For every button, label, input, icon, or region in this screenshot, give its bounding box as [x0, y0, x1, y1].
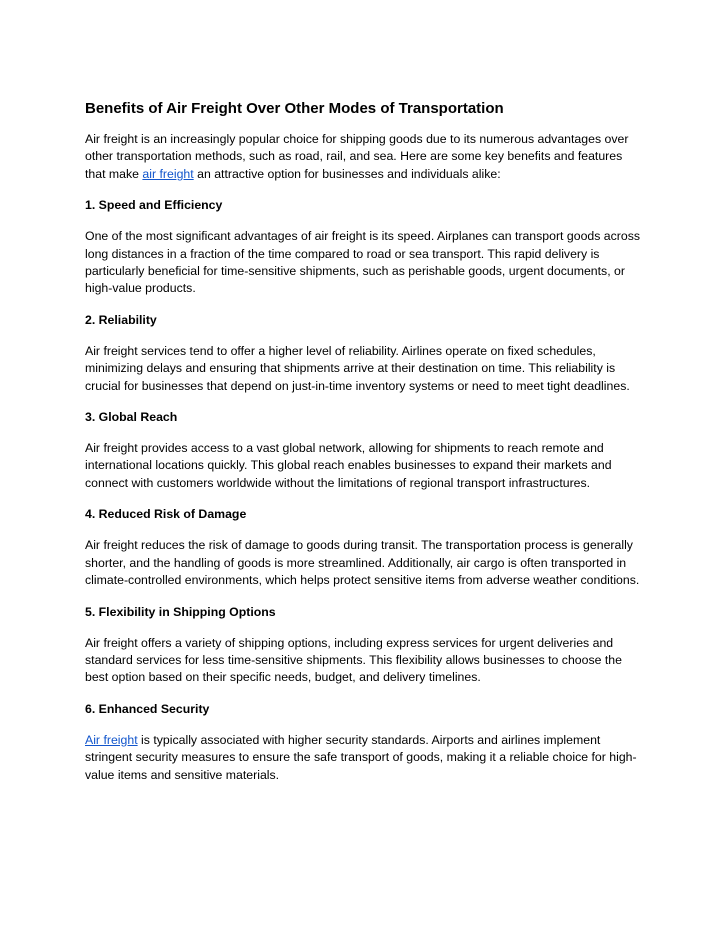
intro-text-end: an attractive option for businesses and individuals alike: [193, 166, 501, 181]
section-heading-flexibility: 5. Flexibility in Shipping Options [85, 604, 276, 619]
section-body-reduced-risk: Air freight reduces the risk of damage to goods during transit. The transportation process is generally shorter, and the handling of goods is more streamlined. Additionally, air cargo is often transported in climate-controlled environments, which helps protect sensitive items from adverse weather conditions. [85, 538, 640, 588]
section-body-reliability: Air freight services tend to offer a higher level of reliability. Airlines operate on fixed schedules, minimizing delays and ensuring that shipments arrive at their destination on time. This reliability is crucial for businesses that depend on just-in-time inventory systems or need to meet tight deadlines. [85, 343, 630, 393]
document-page [85, 99, 645, 798]
air-freight-security-link[interactable]: Air freight [85, 732, 138, 747]
section-heading-reduced-risk: 4. Reduced Risk of Damage [85, 507, 247, 522]
section-body-speed: One of the most significant advantages of air freight is its speed. Airplanes can transport goods across long distances in a fraction of the time compared to road or sea transport. This rapid delivery is particularly beneficial for time-sensitive shipments, such as perishable goods, urgent documents, or high-value products. [85, 229, 641, 296]
section-heading-security: 6. Enhanced Security [85, 701, 210, 716]
section-heading-speed: 1. Speed and Efficiency [85, 198, 223, 213]
section-body-global-reach: Air freight provides access to a vast global network, allowing for shipments to reach remote and international locations quickly. This global reach enables businesses to expand their markets and connect with customers worldwide without the limitations of regional transport infrastructures. [85, 441, 612, 490]
section-heading-reliability: 2. Reliability [85, 312, 157, 327]
air-freight-link[interactable]: air freight [142, 166, 194, 181]
intro-paragraph [85, 131, 645, 183]
section-body-security [85, 732, 645, 784]
section-body-flexibility: Air freight offers a variety of shipping options, including express services for urgent deliveries and standard services for less time-sensitive shipments. This flexibility allows businesses to choose the best option based on their specific needs, budget, and delivery timelines. [85, 635, 622, 685]
security-body-text: is typically associated with higher security standards. Airports and airlines implement stringent security measures to ensure the safe transport of goods, making it a reliable choice for high-value items and sensitive materials. [85, 732, 637, 782]
intro-text-start: Air freight is an increasingly popular choice for shipping goods due to its numerous advantages over other transportation methods, such as road, rail, and sea. Here are some key benefits and features that make [85, 132, 629, 181]
section-heading-global-reach: 3. Global Reach [85, 410, 178, 425]
document-title: Benefits of Air Freight Over Other Modes of Transportation [85, 100, 504, 117]
